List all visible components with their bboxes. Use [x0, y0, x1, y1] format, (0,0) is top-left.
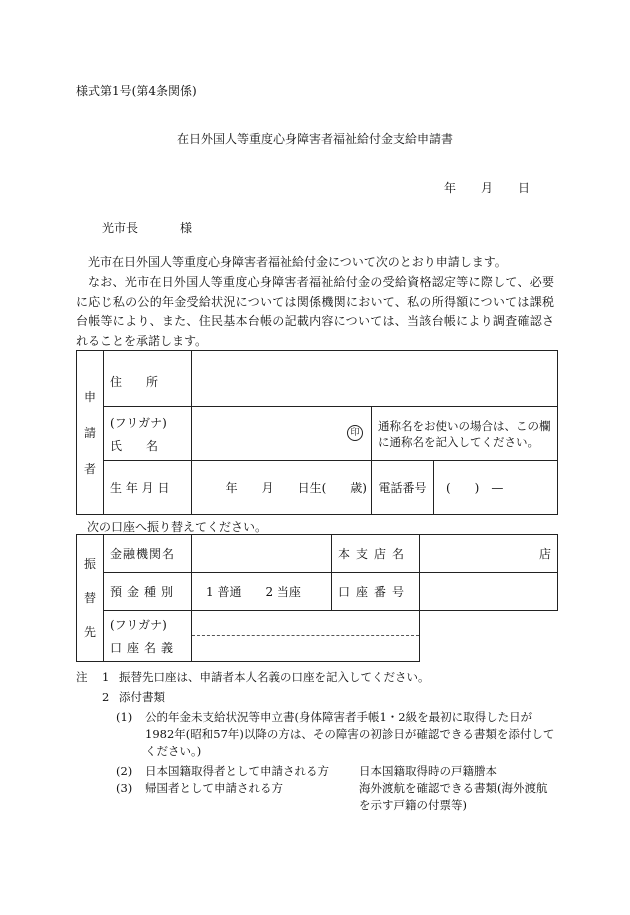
addressee-honorific: 様	[180, 221, 193, 235]
address-label: 住 所	[104, 351, 192, 407]
attachment-1-text: 公的年金未支給状況等申立書(身体障害者手帳1・2級を最初に取得した日が 1982年(昭和57年)以降の方は、その障害の初診日が確認できる書類を添付してください。)	[145, 710, 555, 758]
applicant-table	[76, 350, 558, 515]
account-name-label-cell	[104, 611, 192, 662]
form-number: 様式第1号(第4条関係)	[76, 84, 197, 98]
intro-text: 光市在日外国人等重度心身障害者福祉給付金について次のとおり申請します。	[88, 255, 507, 269]
date-year-label: 年	[444, 181, 457, 195]
branch-suffix: 店	[538, 547, 551, 561]
account-name-label: 口座名義	[110, 641, 179, 655]
page-title: 在日外国人等重度心身障害者福祉給付金支給申請書	[176, 132, 453, 146]
furigana-divider	[192, 635, 419, 661]
branch-label: 本支店名	[332, 535, 420, 573]
name-label: 氏 名	[110, 438, 159, 453]
note-prefix: 注	[76, 670, 88, 684]
transfer-instruction: 次の口座へ振り替えてください。	[87, 520, 268, 534]
attachment-3-doc: 海外渡航を確認できる書類(海外渡航を示す戸籍の付票等)	[359, 781, 548, 812]
note-2-number: 2	[102, 690, 110, 704]
account-number-field[interactable]	[420, 573, 558, 611]
note-1-number: 1	[102, 670, 110, 684]
attachment-2-doc: 日本国籍取得時の戸籍謄本	[359, 764, 497, 778]
phone-label: 電話番号	[372, 461, 434, 515]
attachment-1-number: (1)	[116, 710, 133, 724]
birth-label: 生 年 月 日	[104, 461, 192, 515]
date-day-label: 日	[518, 181, 531, 195]
furigana-label: (フリガナ)	[110, 415, 167, 430]
attachment-2-number: (2)	[116, 764, 133, 778]
phone-field[interactable]: ( ) —	[434, 461, 558, 515]
name-label-cell	[104, 407, 192, 461]
seal-mark: 印	[347, 425, 363, 441]
account-number-label: 口座番号	[332, 573, 420, 611]
addressee-name: 光市長	[102, 221, 139, 235]
consent-text: なお、光市在日外国人等重度心身障害者福祉給付金の受給資格認定等に際して、必要に応じ私の公的年金受給状況については関係機関において、私の所得額については課税台帳等により、また、住民基本台帳の記載内容については、当該台帳により調査確認されることを承諾します。	[76, 275, 554, 348]
deposit-type-options[interactable]: 1 普通 2 当座	[192, 573, 332, 611]
branch-field[interactable]	[420, 535, 558, 573]
account-name-field[interactable]	[192, 611, 420, 662]
blank-cell	[420, 611, 558, 662]
note-1-text: 振替先口座は、申請者本人名義の口座を記入してください。	[119, 670, 430, 684]
transfer-table	[76, 534, 558, 662]
account-furigana-label: (フリガナ)	[110, 618, 167, 632]
attachment-3-text: 帰国者として申請される方	[145, 781, 283, 795]
bank-label: 金融機関名	[104, 535, 192, 573]
bank-field[interactable]	[192, 535, 332, 573]
date-month-label: 月	[481, 181, 494, 195]
applicant-section-label: 申 請 者	[77, 351, 104, 515]
attachment-3-number: (3)	[116, 781, 133, 795]
attachment-2-text: 日本国籍取得者として申請される方	[145, 764, 329, 778]
note-2-text: 添付書類	[119, 690, 165, 704]
birth-field[interactable]: 年 月 日生( 歳)	[192, 461, 372, 515]
transfer-section-label: 振 替 先	[77, 535, 104, 662]
name-field[interactable]	[192, 407, 372, 461]
deposit-type-label: 預金種別	[104, 573, 192, 611]
alias-note: 通称名をお使いの場合は、この欄に通称名を記入してください。	[372, 407, 558, 461]
address-field[interactable]	[192, 351, 558, 407]
